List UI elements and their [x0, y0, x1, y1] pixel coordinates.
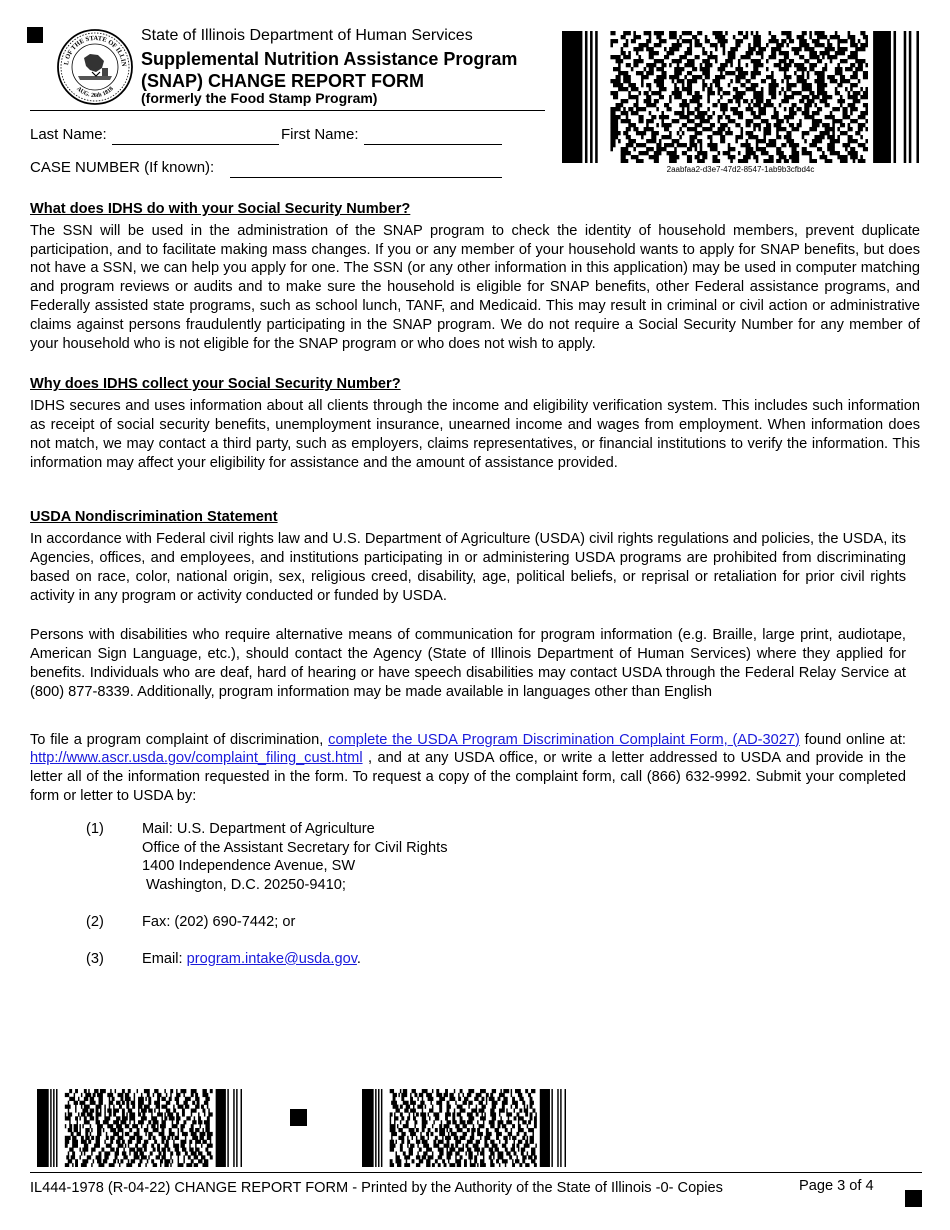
form-title-line3: (formerly the Food Stamp Program) — [141, 90, 378, 106]
pdf417-barcode-bottom-right — [362, 1089, 566, 1167]
usda-para3 — [30, 731, 920, 806]
list-item — [86, 913, 920, 932]
first-name-label: First Name: — [281, 126, 359, 143]
mail-line1: Mail: U.S. Department of Agriculture — [142, 820, 375, 837]
list-item — [86, 820, 920, 895]
mail-line4: Washington, D.C. 20250-9410; — [142, 877, 346, 894]
para3-mid: found online at: — [799, 731, 906, 748]
ssn-collect-heading: Why does IDHS collect your Social Security Number? — [30, 376, 401, 393]
state-seal — [56, 28, 134, 106]
document-body — [30, 200, 920, 987]
case-number-label: CASE NUMBER (If known): — [30, 159, 215, 176]
mail-line2: Office of the Assistant Secretary for Civil Rights — [142, 839, 448, 856]
para3-suffix: , and at any USDA office, or write a letter addressed to USDA and provide in the letter all of the information requested in the form. To request a copy of the complaint form, call (866) 632-9992. Submit your completed form or letter to USDA by: — [30, 750, 906, 804]
email-link[interactable]: program.intake@usda.gov — [186, 950, 357, 967]
pdf417-barcode-top — [562, 31, 919, 163]
agency-name: State of Illinois Department of Human Services — [141, 27, 473, 44]
ssn-use-heading: What does IDHS do with your Social Security Number? — [30, 201, 411, 217]
footer-form-id: IL444-1978 (R-04-22) CHANGE REPORT FORM - Printed by the Authority of the State of Illinois -0- Copies — [30, 1180, 723, 1196]
page-number: Page 3 of 4 — [799, 1178, 874, 1194]
para3-prefix: To file a program complaint of discrimination, — [30, 731, 329, 748]
seal-text-bottom: AUG. 26th 1818 — [75, 86, 115, 100]
registration-mark-bottom-center — [290, 1109, 307, 1126]
submit-methods-list — [86, 820, 920, 969]
footer-divider — [30, 1172, 922, 1173]
complaint-form-link[interactable]: complete the USDA Program Discrimination Complaint Form, (AD-3027) — [328, 731, 800, 748]
registration-mark-top-left — [27, 27, 43, 43]
usda-para1: In accordance with Federal civil rights law and U.S. Department of Agriculture (USDA) civil rights regulations and policies, the USDA, its Agencies, offices, and employees, and institutions participating in or administering USDA programs are prohibited from discriminating based on race, color, national origin, sex, religious creed, disability, age, political beliefs, or reprisal or retaliation for prior civil rights activity in any program or activity conducted or funded by USDA. — [30, 531, 906, 604]
last-name-label: Last Name: — [30, 126, 107, 143]
form-title-line1: Supplemental Nutrition Assistance Program — [141, 49, 518, 69]
usda-para2: Persons with disabilities who require alternative means of communication for program information (e.g. Braille, large print, audiotape, American Sign Language, etc.), should contact the Agency (State of Illinois Department of Human Services) where they applied for benefits. Individuals who are deaf, hard of hearing or have speech disabilities may contact USDA through the Federal Relay Service at (800) 877-8339. Additionally, program information may be made available in languages other than English — [30, 627, 906, 700]
email-suffix: . — [356, 950, 361, 967]
list-item — [86, 950, 920, 969]
barcode-id-text: 2aabfaa2-d3e7-47d2-8547-1ab9b3cfbd4c — [666, 165, 815, 174]
ssn-collect-body: IDHS secures and uses information about all clients through the income and eligibility verification system. This includes such information as receipt of social security benefits, unemployment insurance, unearned income and wages from employment. When information does not match, we may contact a third party, such as employers, claims representatives, or financial institutions to verify the information. This information may affect your eligibility for assistance and the amount of assistance provided. — [30, 398, 920, 471]
list-number: (2) — [86, 913, 104, 930]
pdf417-barcode-bottom-left — [37, 1089, 242, 1167]
ssn-use-body: The SSN will be used in the administration of the SNAP program to check the identity of household members, prevent duplicate participation, and to facilitate making mass changes. If you or any member of your household wants to apply for SNAP benefits, but does not have a SSN, we can help you apply for one. The SSN (or any other information in this application) may be used in computer matching and program reviews or audits and to make sure the household is eligible for SNAP benefits, other Federal assistance programs, and Federally assisted state programs, such as school lunch, TANF, and Medicaid. This may result in criminal or civil action or administrative claims against persons fraudulently participating in the SNAP program. We do not require a Social Security Number for any member of your household who is not eligible for the SNAP program or who does not wish to apply. — [30, 222, 920, 352]
svg-text:AUG. 26th 1818 — [75, 86, 115, 99]
seal-text-top: L OF THE STATE OF ILLIN — [63, 34, 128, 67]
usda-heading: USDA Nondiscrimination Statement — [30, 509, 278, 526]
case-number-field[interactable] — [230, 177, 502, 178]
last-name-field[interactable] — [112, 144, 279, 145]
form-title-line2: (SNAP) CHANGE REPORT FORM — [141, 71, 424, 91]
list-number: (3) — [86, 950, 104, 967]
email-prefix: Email: — [142, 950, 187, 967]
list-number: (1) — [86, 820, 104, 837]
complaint-url-link[interactable]: http://www.ascr.usda.gov/complaint_filing_cust.html — [30, 750, 363, 767]
fax-text: Fax: (202) 690-7442; or — [142, 913, 296, 930]
first-name-field[interactable] — [364, 144, 502, 145]
header-divider — [30, 110, 545, 111]
mail-line3: 1400 Independence Avenue, SW — [142, 858, 356, 875]
registration-mark-bottom-right — [905, 1190, 922, 1207]
